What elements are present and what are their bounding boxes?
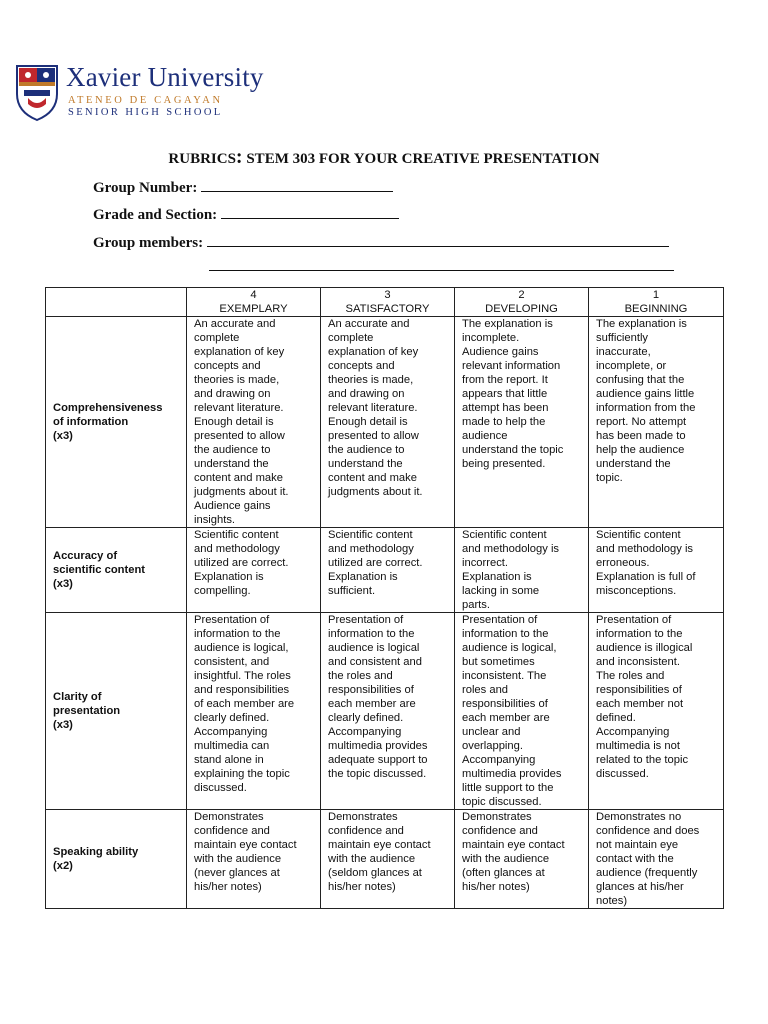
criteria-header-cell [46, 288, 187, 317]
group-members-blank-2[interactable] [209, 270, 674, 271]
table-cell: Demonstrates no confidence and does not maintain eye contact with the audience (frequently glances at his/her notes) [589, 810, 724, 909]
table-cell: Presentation of information to the audience is logical and consistent and the roles and responsibilities of each member are clearly defined. Accompanying multimedia provides adequate support to the topic discussed. [321, 613, 455, 810]
column-score: 4 [250, 289, 257, 301]
table-cell: Scientific content and methodology is incorrect. Explanation is lacking in some parts. [455, 528, 589, 613]
table-row [46, 810, 724, 909]
column-label: BEGINNING [624, 303, 688, 315]
table-row [46, 613, 724, 810]
table-row [46, 317, 724, 528]
column-header-exemplary [187, 288, 321, 317]
table-cell: Presentation of information to the audience is logical, but sometimes inconsistent. The roles and responsibilities of each member are unclear and overlapping. Accompanying multimedia provides little support to the topic discussed. [455, 613, 589, 810]
table-cell: Demonstrates confidence and maintain eye contact with the audience (never glances at his/her notes) [187, 810, 321, 909]
criterion-speaking: Speaking ability (x2) [46, 810, 187, 909]
group-members-blank[interactable] [207, 232, 669, 247]
title-rest: STEM 303 FOR YOUR CREATIVE PRESENTATION [242, 151, 600, 167]
table-cell: Presentation of information to the audience is logical, consistent, and insightful. The roles and responsibilities of each member are clearly defined. Accompanying multimedia can stand alone in explaining the topic discussed. [187, 613, 321, 810]
group-number-label: Group Number: [93, 180, 198, 196]
table-cell: Demonstrates confidence and maintain eye contact with the audience (often glances at his/her notes) [455, 810, 589, 909]
table-cell: Scientific content and methodology is erroneous. Explanation is full of misconceptions. [589, 528, 724, 613]
rubric-table [45, 287, 724, 909]
table-cell: Scientific content and methodology utilized are correct. Explanation is compelling. [187, 528, 321, 613]
school-logo [14, 62, 264, 122]
column-header-developing [455, 288, 589, 317]
criterion-accuracy: Accuracy of scientific content (x3) [46, 528, 187, 613]
table-cell: An accurate and complete explanation of key concepts and theories is made, and drawing on relevant literature. Enough detail is presented to allow the audience to understand the content and make judgments about it. [321, 317, 455, 528]
university-subtitle: ATENEO DE CAGAYAN [68, 95, 223, 106]
school-crest-icon [14, 64, 60, 122]
table-cell: Scientific content and methodology utilized are correct. Explanation is sufficient. [321, 528, 455, 613]
criterion-comprehensiveness: Comprehensiveness of information (x3) [46, 317, 187, 528]
column-label: DEVELOPING [485, 303, 558, 315]
group-number-blank[interactable] [201, 177, 393, 192]
column-score: 1 [652, 289, 660, 301]
table-header-row [46, 288, 724, 317]
grade-section-label: Grade and Section: [93, 207, 218, 223]
table-cell: An accurate and complete explanation of key concepts and theories is made, and drawing on relevant literature. Enough detail is presented to allow the audience to understand the content and make judgments about it. Audience gains insights. [187, 317, 321, 528]
table-cell: Presentation of information to the audience is illogical and inconsistent. The roles and responsibilities of each member not defined. Accompanying multimedia is not related to the topic discussed. [589, 613, 724, 810]
university-name: Xavier University [66, 62, 264, 92]
school-division: SENIOR HIGH SCHOOL [68, 107, 223, 118]
title-colon: : [235, 146, 243, 168]
column-score: 2 [518, 289, 525, 301]
document-title [0, 146, 768, 169]
title-prefix: RUBRICS [168, 151, 236, 167]
table-cell: The explanation is sufficiently inaccurate, incomplete, or confusing that the audience gains little information from the report. No attempt has been made to help the audience understand the topic. [589, 317, 724, 528]
table-row [46, 528, 724, 613]
group-members-label: Group members: [93, 235, 204, 251]
group-members-field [93, 232, 669, 252]
column-label: SATISFACTORY [345, 303, 430, 315]
column-score: 3 [384, 289, 391, 301]
column-header-satisfactory [321, 288, 455, 317]
group-number-field [93, 177, 393, 197]
table-cell: The explanation is incomplete. Audience gains relevant information from the report. It appears that little attempt has been made to help the audience understand the topic being presented. [455, 317, 589, 528]
column-header-beginning [589, 288, 724, 317]
grade-section-field [93, 204, 399, 224]
grade-section-blank[interactable] [221, 204, 399, 219]
table-cell: Demonstrates confidence and maintain eye contact with the audience (seldom glances at his/her notes) [321, 810, 455, 909]
column-label: EXEMPLARY [219, 303, 288, 315]
criterion-clarity: Clarity of presentation (x3) [46, 613, 187, 810]
